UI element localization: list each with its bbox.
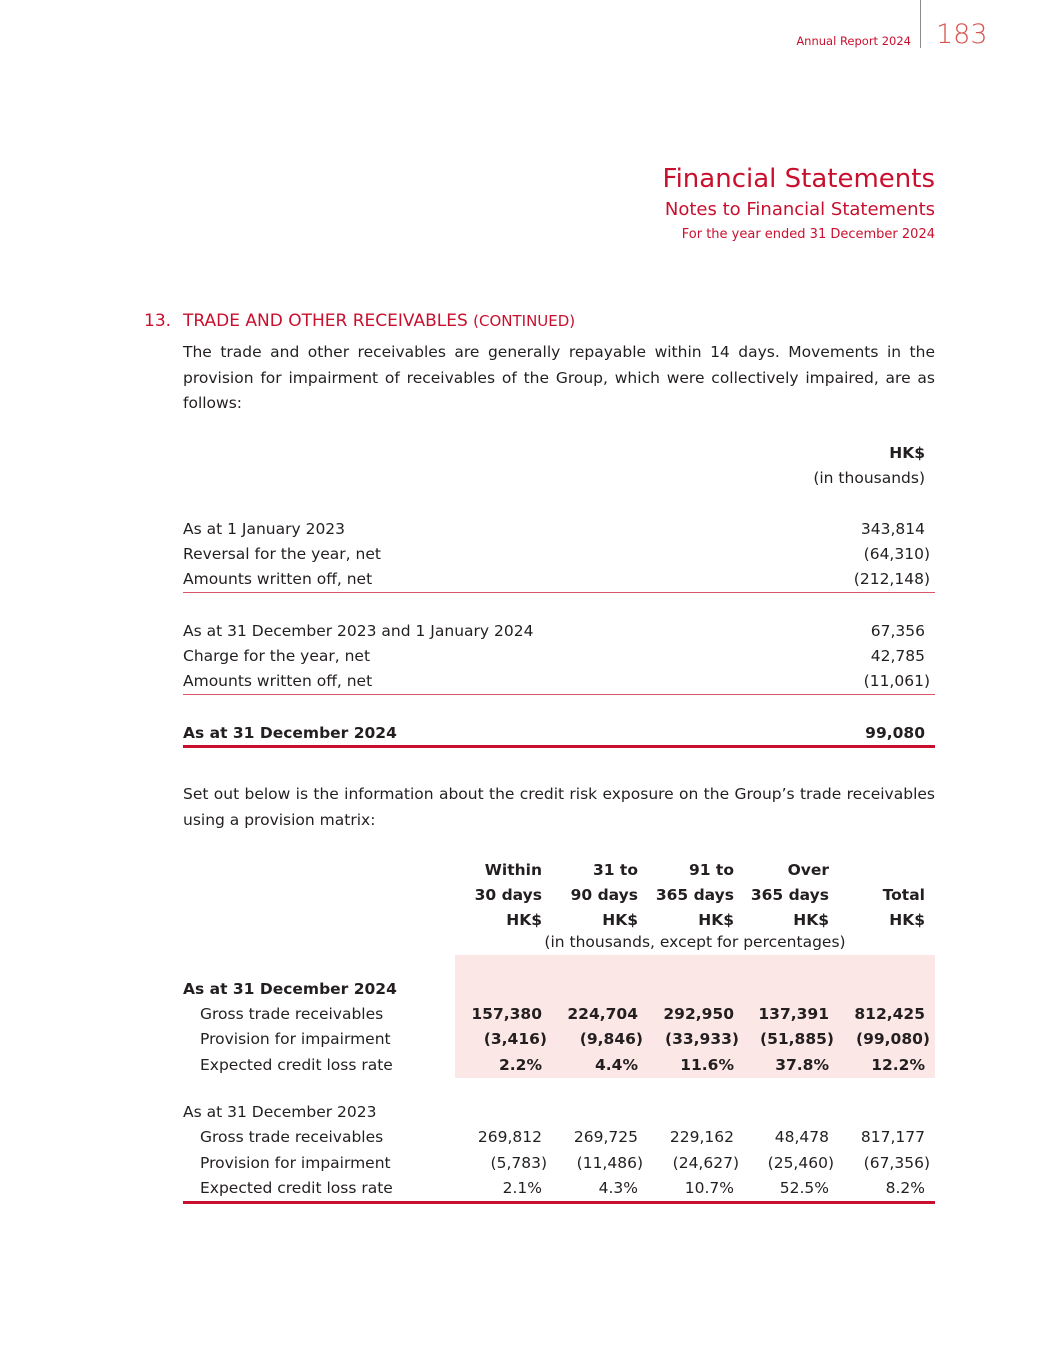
- movement-row-label: Amounts written off, net: [183, 672, 373, 690]
- matrix-cell: (67,356): [863, 1154, 930, 1172]
- movement-unit-header: (in thousands): [813, 469, 925, 487]
- matrix-cell: 11.6%: [680, 1056, 734, 1074]
- matrix-unit-label: (in thousands, except for percentages): [544, 933, 846, 951]
- matrix-cell: (99,080): [856, 1030, 930, 1048]
- report-label: Annual Report 2024: [796, 34, 911, 48]
- matrix-cell: 817,177: [860, 1128, 925, 1146]
- section-intro: The trade and other receivables are generally repayable within 14 days. Movements in the provision for impairment of receivables of the Group, which were collectively impaired, are as follows:: [183, 343, 935, 412]
- matrix-cell: 224,704: [567, 1005, 638, 1023]
- matrix-row-label: Gross trade receivables: [200, 1005, 384, 1023]
- page-title: Financial Statements: [662, 164, 935, 194]
- movement-row-value: (212,148): [853, 570, 930, 588]
- movement-row-label: Reversal for the year, net: [183, 545, 381, 563]
- matrix-cell: (5,783): [490, 1154, 547, 1172]
- matrix-cell: (25,460): [767, 1154, 834, 1172]
- page-number: 183: [936, 19, 988, 50]
- matrix-cell: 2.1%: [502, 1179, 542, 1197]
- matrix-row-label: Expected credit loss rate: [200, 1056, 393, 1074]
- movement-row-value: 42,785: [870, 647, 925, 665]
- matrix-row-label: Provision for impairment: [200, 1030, 391, 1048]
- section-heading: [183, 311, 575, 331]
- movement-row-value: (64,310): [863, 545, 930, 563]
- matrix-cell: 37.8%: [775, 1056, 829, 1074]
- movement-currency-header: HK$: [889, 444, 925, 462]
- matrix-cell: 812,425: [854, 1005, 925, 1023]
- matrix-cell: 52.5%: [779, 1179, 829, 1197]
- matrix-cell: 157,380: [471, 1005, 542, 1023]
- matrix-cell: (9,846): [579, 1030, 643, 1048]
- total-rule: [183, 745, 935, 748]
- matrix-cell: 10.7%: [684, 1179, 734, 1197]
- matrix-cell: 137,391: [758, 1005, 829, 1023]
- matrix-cell: 48,478: [774, 1128, 829, 1146]
- matrix-row-label: Expected credit loss rate: [200, 1179, 393, 1197]
- header-divider: [920, 0, 921, 48]
- matrix-cell: 8.2%: [885, 1179, 925, 1197]
- page-subtitle: Notes to Financial Statements: [664, 199, 935, 220]
- matrix-cell: (3,416): [483, 1030, 547, 1048]
- matrix-column-header: 91 to 365 days HK$: [655, 861, 734, 929]
- movement-total-value: 99,080: [865, 724, 925, 742]
- period-label: For the year ended 31 December 2024: [681, 227, 935, 242]
- movement-row-value: 67,356: [870, 622, 925, 640]
- matrix-cell: 2.2%: [499, 1056, 542, 1074]
- matrix-row-label: Provision for impairment: [200, 1154, 391, 1172]
- subtotal-rule: [183, 694, 935, 695]
- movement-row-value: 343,814: [860, 520, 925, 538]
- matrix-cell: 269,812: [477, 1128, 542, 1146]
- matrix-cell: 229,162: [669, 1128, 734, 1146]
- matrix-cell: (11,486): [576, 1154, 643, 1172]
- matrix-group-heading: As at 31 December 2023: [183, 1103, 377, 1121]
- movement-row-value: (11,061): [863, 672, 930, 690]
- matrix-cell: 12.2%: [871, 1056, 925, 1074]
- matrix-intro: Set out below is the information about the credit risk exposure on the Group’s trade receivables using a provision matrix:: [183, 785, 935, 829]
- matrix-cell: (51,885): [760, 1030, 834, 1048]
- movement-row-label: As at 31 December 2023 and 1 January 2024: [183, 622, 534, 640]
- section-number: 13.: [144, 311, 172, 331]
- matrix-cell: (24,627): [672, 1154, 739, 1172]
- section-continued: (CONTINUED): [473, 312, 576, 330]
- matrix-column-header: Within 30 days HK$: [474, 861, 542, 929]
- section-title: TRADE AND OTHER RECEIVABLES: [183, 311, 468, 331]
- movement-row-label: Amounts written off, net: [183, 570, 373, 588]
- matrix-bottom-rule: [183, 1201, 935, 1204]
- matrix-cell: (33,933): [665, 1030, 739, 1048]
- matrix-cell: 269,725: [573, 1128, 638, 1146]
- matrix-group-heading: As at 31 December 2024: [183, 980, 397, 998]
- subtotal-rule: [183, 592, 935, 593]
- movement-row-label: Charge for the year, net: [183, 647, 371, 665]
- movement-total-label: As at 31 December 2024: [183, 724, 397, 742]
- movement-row-label: As at 1 January 2023: [183, 520, 346, 538]
- matrix-cell: 4.3%: [598, 1179, 638, 1197]
- matrix-row-label: Gross trade receivables: [200, 1128, 384, 1146]
- matrix-cell: 4.4%: [595, 1056, 638, 1074]
- matrix-column-header: Over 365 days HK$: [750, 861, 829, 929]
- matrix-column-header: 31 to 90 days HK$: [570, 861, 638, 929]
- matrix-cell: 292,950: [663, 1005, 734, 1023]
- matrix-column-header: Total HK$: [882, 886, 925, 929]
